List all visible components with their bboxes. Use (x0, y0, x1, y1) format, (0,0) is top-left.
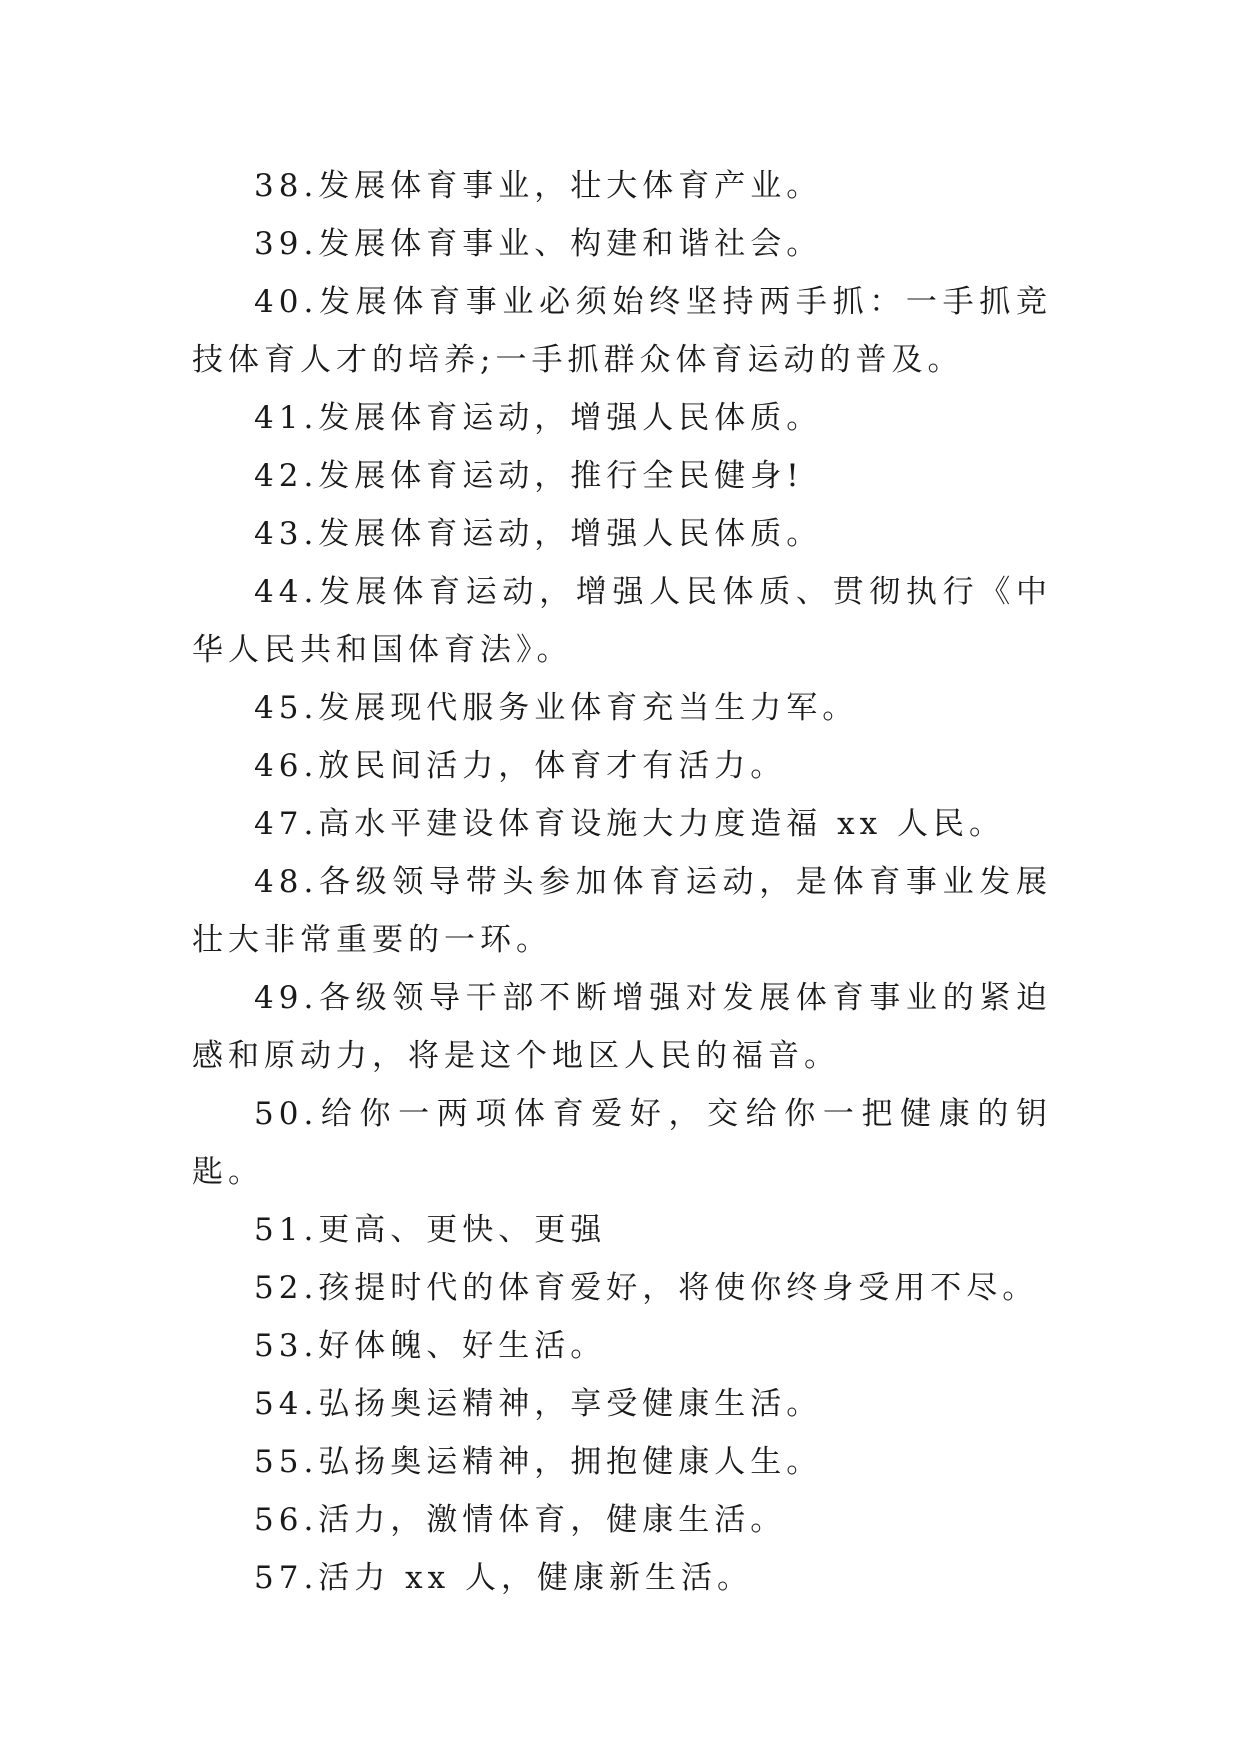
list-item: 39.发展体育事业、构建和谐社会。 (254, 226, 823, 262)
list-item: 38.发展体育事业，壮大体育产业。 (254, 168, 823, 204)
list-item: 47.高水平建设体育设施大力度造福 xx 人民。 (254, 806, 1005, 842)
list-item: 48.各级领导带头参加体育运动，是体育事业发展壮大非常重要的一环。 (192, 864, 1052, 958)
list-item: 49.各级领导干部不断增强对发展体育事业的紧迫感和原动力，将是这个地区人民的福音。 (192, 980, 1052, 1074)
list-item: 54.弘扬奥运精神，享受健康生活。 (254, 1386, 823, 1422)
list-item: 44.发展体育运动，增强人民体质、贯彻执行《中华人民共和国体育法》。 (192, 574, 1052, 668)
list-item: 55.弘扬奥运精神，拥抱健康人生。 (254, 1444, 823, 1480)
list-item: 56.活力，激情体育，健康生活。 (254, 1502, 787, 1538)
list-item: 42.发展体育运动，推行全民健身! (254, 458, 804, 494)
list-item: 50.给你一两项体育爱好，交给你一把健康的钥匙。 (192, 1096, 1052, 1190)
slogan-list (192, 157, 1052, 1607)
list-item: 40.发展体育事业必须始终坚持两手抓：一手抓竞技体育人才的培养;一手抓群众体育运动的普及。 (192, 284, 1052, 378)
list-item: 52.孩提时代的体育爱好，将使你终身受用不尽。 (254, 1270, 1039, 1306)
list-item: 45.发展现代服务业体育充当生力军。 (254, 690, 859, 726)
list-item: 46.放民间活力，体育才有活力。 (254, 748, 787, 784)
list-item: 43.发展体育运动，增强人民体质。 (254, 516, 823, 552)
list-item: 41.发展体育运动，增强人民体质。 (254, 400, 823, 436)
list-item: 51.更高、更快、更强 (254, 1212, 607, 1248)
list-item: 53.好体魄、好生活。 (254, 1328, 607, 1364)
list-item: 57.活力 xx 人，健康新生活。 (254, 1560, 753, 1596)
